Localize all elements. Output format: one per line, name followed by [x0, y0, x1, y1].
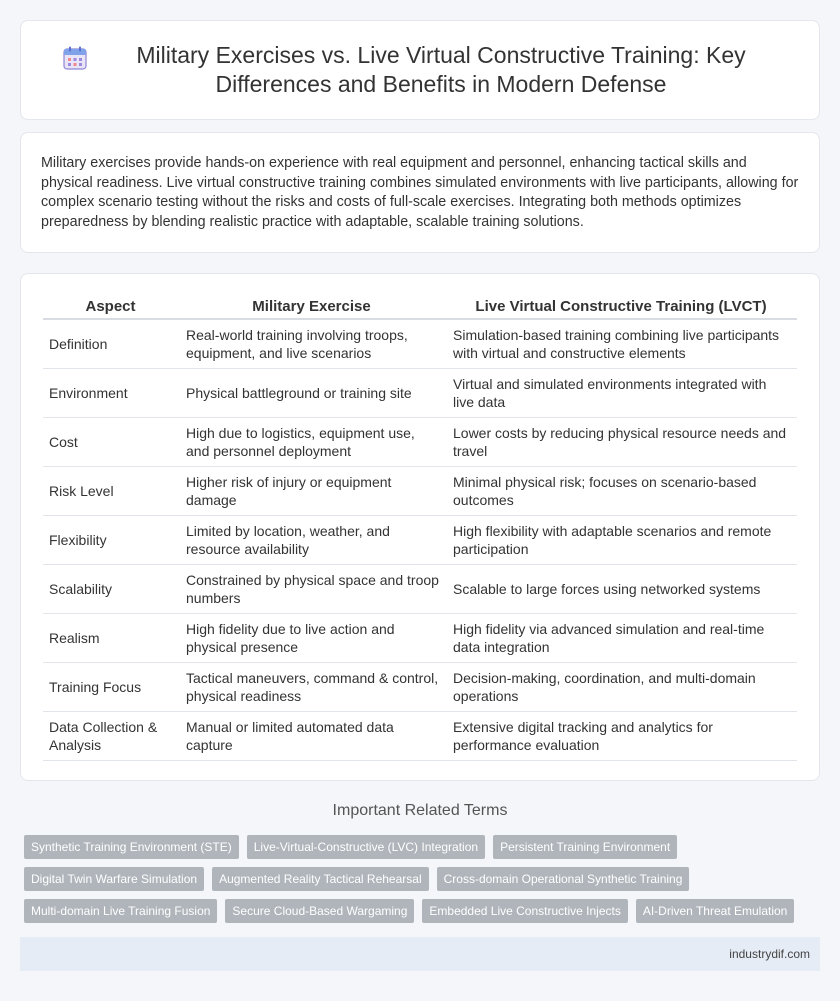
comparison-table: [43, 295, 797, 761]
military-exercise-cell: High fidelity due to live action and physical presence: [178, 614, 445, 663]
related-terms-list: [24, 835, 814, 923]
table-row: [43, 418, 797, 467]
table-row: [43, 369, 797, 418]
lvct-cell: High flexibility with adaptable scenarios and remote participation: [445, 516, 797, 565]
lvct-cell: Virtual and simulated environments integrated with live data: [445, 369, 797, 418]
military-exercise-cell: High due to logistics, equipment use, and personnel deployment: [178, 418, 445, 467]
page-title: Military Exercises vs. Live Virtual Constructive Training: Key Differences and Benefits in Modern Defense: [136, 42, 746, 97]
title-card: [20, 20, 820, 120]
calendar-icon: [61, 44, 89, 72]
military-exercise-cell: Higher risk of injury or equipment damage: [178, 467, 445, 516]
related-term-tag[interactable]: Digital Twin Warfare Simulation: [24, 867, 204, 891]
table-row: [43, 516, 797, 565]
related-term-tag[interactable]: Cross-domain Operational Synthetic Training: [437, 867, 690, 891]
aspect-cell: Environment: [43, 369, 178, 418]
military-exercise-cell: Constrained by physical space and troop numbers: [178, 565, 445, 614]
aspect-cell: Realism: [43, 614, 178, 663]
lvct-cell: Simulation-based training combining live participants with virtual and constructive elements: [445, 320, 797, 369]
aspect-cell: Risk Level: [43, 467, 178, 516]
aspect-cell: Scalability: [43, 565, 178, 614]
table-row: [43, 320, 797, 369]
related-term-tag[interactable]: Augmented Reality Tactical Rehearsal: [212, 867, 429, 891]
table-row: [43, 614, 797, 663]
related-terms-title: Important Related Terms: [332, 802, 508, 819]
related-term-tag[interactable]: Live-Virtual-Constructive (LVC) Integration: [247, 835, 485, 859]
lvct-cell: Decision-making, coordination, and multi-domain operations: [445, 663, 797, 712]
aspect-cell: Cost: [43, 418, 178, 467]
comparison-table-card: [20, 273, 820, 781]
table-row: [43, 467, 797, 516]
footer: [20, 937, 820, 971]
lvct-cell: Extensive digital tracking and analytics for performance evaluation: [445, 712, 797, 761]
table-header-row: [43, 295, 797, 320]
table-row: [43, 565, 797, 614]
title-wrap: [21, 41, 819, 99]
aspect-cell: Definition: [43, 320, 178, 369]
military-exercise-cell: Physical battleground or training site: [178, 369, 445, 418]
lvct-cell: Lower costs by reducing physical resource needs and travel: [445, 418, 797, 467]
military-exercise-cell: Tactical maneuvers, command & control, physical readiness: [178, 663, 445, 712]
aspect-cell: Training Focus: [43, 663, 178, 712]
lvct-cell: Scalable to large forces using networked systems: [445, 565, 797, 614]
header-lvct: Live Virtual Constructive Training (LVCT): [445, 295, 797, 320]
related-term-tag[interactable]: Multi-domain Live Training Fusion: [24, 899, 217, 923]
related-term-tag[interactable]: AI-Driven Threat Emulation: [636, 899, 795, 923]
table-row: [43, 712, 797, 761]
military-exercise-cell: Limited by location, weather, and resource availability: [178, 516, 445, 565]
lvct-cell: High fidelity via advanced simulation and real-time data integration: [445, 614, 797, 663]
footer-site-link[interactable]: industrydif.com: [729, 947, 810, 961]
intro-card: [20, 132, 820, 253]
lvct-cell: Minimal physical risk; focuses on scenario-based outcomes: [445, 467, 797, 516]
table-row: [43, 663, 797, 712]
military-exercise-cell: Manual or limited automated data capture: [178, 712, 445, 761]
aspect-cell: Flexibility: [43, 516, 178, 565]
related-term-tag[interactable]: Embedded Live Constructive Injects: [422, 899, 627, 923]
intro-text: Military exercises provide hands-on experience with real equipment and personnel, enhancing tactical skills and physical readiness. Live virtual constructive training combines simulated environments with live participants, allowing for complex scenario testing without the risks and costs of full-scale exercises. Integrating both methods optimizes preparedness by blending realistic practice with adaptable, scalable training solutions.: [41, 155, 799, 230]
aspect-cell: Data Collection & Analysis: [43, 712, 178, 761]
related-term-tag[interactable]: Secure Cloud-Based Wargaming: [225, 899, 414, 923]
military-exercise-cell: Real-world training involving troops, equipment, and live scenarios: [178, 320, 445, 369]
related-term-tag[interactable]: Persistent Training Environment: [493, 835, 677, 859]
header-military-exercise: Military Exercise: [178, 295, 445, 320]
related-term-tag[interactable]: Synthetic Training Environment (STE): [24, 835, 239, 859]
header-aspect: Aspect: [43, 295, 178, 320]
